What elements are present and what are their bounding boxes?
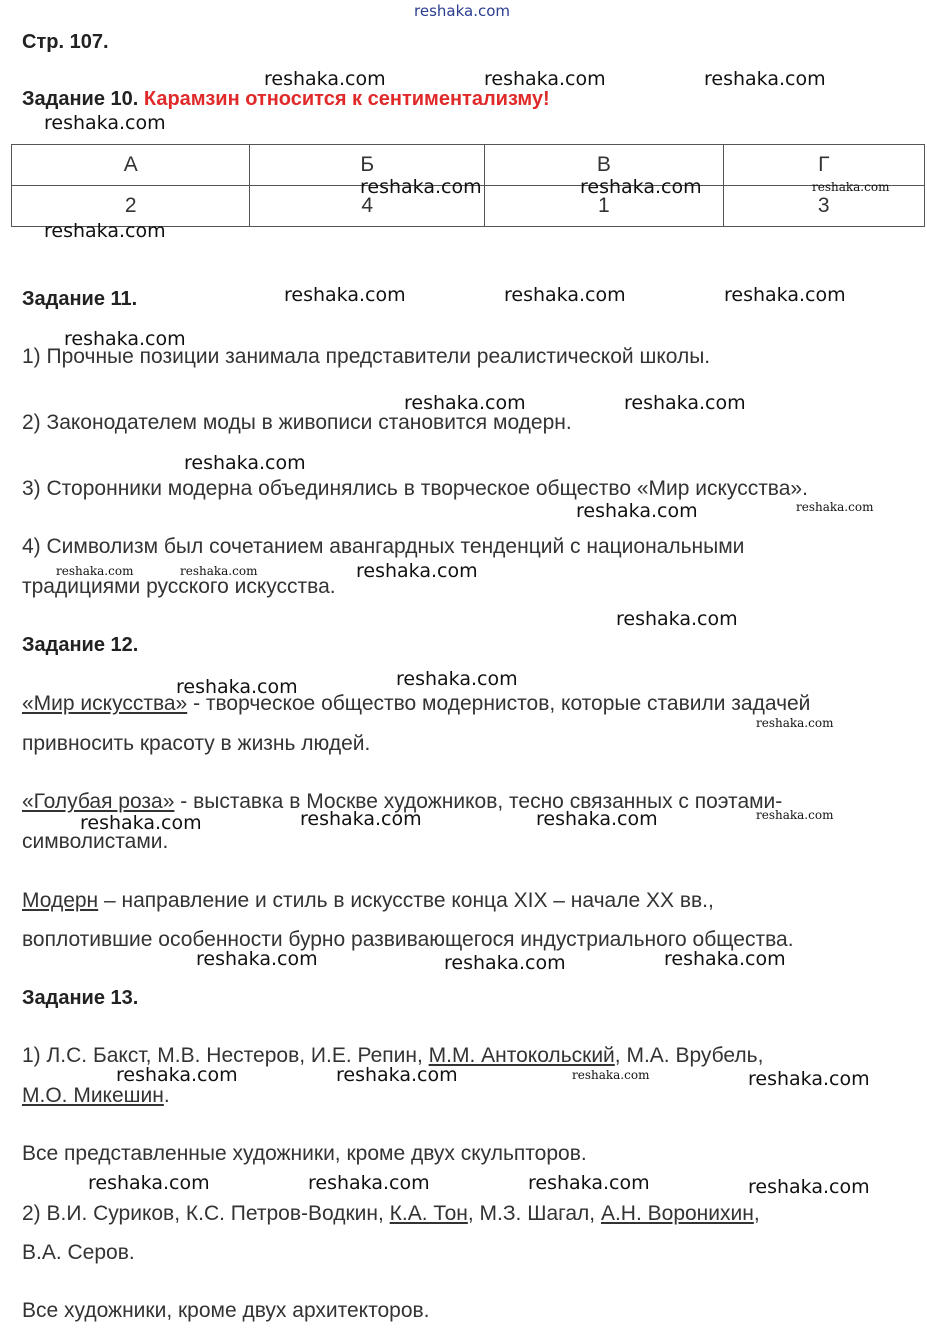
task10-title: Задание 10.	[22, 88, 139, 110]
watermark: reshaka.com	[704, 68, 826, 90]
watermark: reshaka.com	[504, 284, 626, 306]
architect-name: А.Н. Воронихин	[600, 1202, 754, 1225]
term-definition	[22, 889, 714, 913]
watermark: reshaka.com	[80, 812, 202, 834]
watermark: reshaka.com	[580, 176, 702, 198]
artist-text: , М.З. Шагал,	[467, 1202, 601, 1225]
watermark: reshaka.com	[404, 392, 526, 414]
watermark: reshaka.com	[724, 284, 846, 306]
watermark-small: reshaka.com	[180, 564, 258, 578]
watermark-small: reshaka.com	[812, 180, 890, 194]
watermark-small: reshaka.com	[756, 716, 834, 730]
task13-title: Задание 13.	[22, 987, 139, 1009]
watermark-small: reshaka.com	[756, 808, 834, 822]
artist-list-line	[22, 1084, 170, 1108]
watermark: reshaka.com	[116, 1064, 238, 1086]
watermark: reshaka.com	[300, 808, 422, 830]
watermark: reshaka.com	[356, 560, 478, 582]
table-value-cell: 4	[250, 186, 485, 227]
watermark: reshaka.com	[196, 948, 318, 970]
watermark: reshaka.com	[64, 328, 186, 350]
table-header-cell: Б	[250, 145, 485, 186]
artist-text: .	[163, 1084, 170, 1107]
watermark-top: reshaka.com	[414, 2, 510, 20]
watermark: reshaka.com	[664, 948, 786, 970]
task12-title: Задание 12.	[22, 634, 139, 656]
task11-item: 3) Сторонники модерна объединялись в творческое общество «Мир искусства».	[22, 477, 808, 500]
watermark: reshaka.com	[336, 1064, 458, 1086]
term-def-continuation: привносить красоту в жизнь людей.	[22, 732, 371, 755]
table-header-cell: Г	[723, 145, 924, 186]
watermark-small: reshaka.com	[796, 500, 874, 514]
watermark: reshaka.com	[360, 176, 482, 198]
table-value-cell: 1	[485, 186, 723, 227]
watermark-small: reshaka.com	[56, 564, 134, 578]
watermark: reshaka.com	[284, 284, 406, 306]
term-def-continuation: символистами.	[22, 830, 169, 853]
watermark: reshaka.com	[624, 392, 746, 414]
task11-item: 1) Прочные позиции занимала представители реалистической школы.	[22, 345, 711, 368]
watermark: reshaka.com	[176, 676, 298, 698]
watermark: reshaka.com	[396, 668, 518, 690]
table-header-cell: А	[12, 145, 250, 186]
watermark: reshaka.com	[44, 220, 166, 242]
watermark: reshaka.com	[44, 112, 166, 134]
artist-text: ,	[753, 1202, 760, 1225]
artist-list-line	[22, 1202, 760, 1226]
task13-note: Все представленные художники, кроме двух скульпторов.	[22, 1142, 587, 1165]
table-value-cell: 3	[723, 186, 924, 227]
watermark: reshaka.com	[184, 452, 306, 474]
watermark: reshaka.com	[748, 1068, 870, 1090]
term-definition	[22, 692, 810, 716]
watermark: reshaka.com	[308, 1172, 430, 1194]
task13-note: Все художники, кроме двух архитекторов.	[22, 1299, 430, 1322]
page-header: Стр. 107.	[22, 31, 109, 53]
term-def: - выставка в Москве художников, тесно связанных с поэтами-	[174, 790, 783, 813]
watermark: reshaka.com	[748, 1176, 870, 1198]
task11-item: 2) Законодателем моды в живописи становится модерн.	[22, 411, 572, 434]
term-name: Модерн	[22, 889, 99, 912]
artist-text: , М.А. Врубель,	[614, 1044, 764, 1067]
watermark: reshaka.com	[444, 952, 566, 974]
table-header-cell: В	[485, 145, 723, 186]
task11-item: 4) Символизм был сочетанием авангардных тенденций с национальными	[22, 535, 745, 558]
watermark: reshaka.com	[616, 608, 738, 630]
task11-title: Задание 11.	[22, 288, 138, 310]
term-def: - творческое общество модернистов, которые ставили задачей	[187, 692, 811, 715]
table-value-cell: 2	[12, 186, 250, 227]
watermark: reshaka.com	[576, 500, 698, 522]
term-def-continuation: воплотившие особенности бурно развивающегося индустриального общества.	[22, 928, 794, 951]
watermark: reshaka.com	[88, 1172, 210, 1194]
artist-text: 1) Л.С. Бакст, М.В. Нестеров, И.Е. Репин,	[22, 1044, 429, 1067]
task10-heading	[22, 88, 550, 111]
task11-item-continuation: традициями русского искусства.	[22, 575, 336, 598]
artist-text: 2) В.И. Суриков, К.С. Петров-Водкин,	[22, 1202, 390, 1225]
watermark: reshaka.com	[528, 1172, 650, 1194]
watermark: reshaka.com	[536, 808, 658, 830]
architect-name: К.А. Тон	[389, 1202, 468, 1225]
task10-highlight: Карамзин относится к сентиментализму!	[143, 88, 550, 110]
sculptor-name: М.М. Антокольский	[428, 1044, 615, 1067]
watermark: reshaka.com	[264, 68, 386, 90]
watermark: reshaka.com	[484, 68, 606, 90]
term-def: – направление и стиль в искусстве конца XIX – начале XX вв.,	[98, 889, 714, 912]
artist-list-line: В.А. Серов.	[22, 1241, 135, 1264]
term-name: «Мир искусства»	[22, 692, 188, 715]
sculptor-name: М.О. Микешин	[22, 1084, 164, 1107]
term-name: «Голубая роза»	[22, 790, 175, 813]
watermark-small: reshaka.com	[572, 1068, 650, 1082]
